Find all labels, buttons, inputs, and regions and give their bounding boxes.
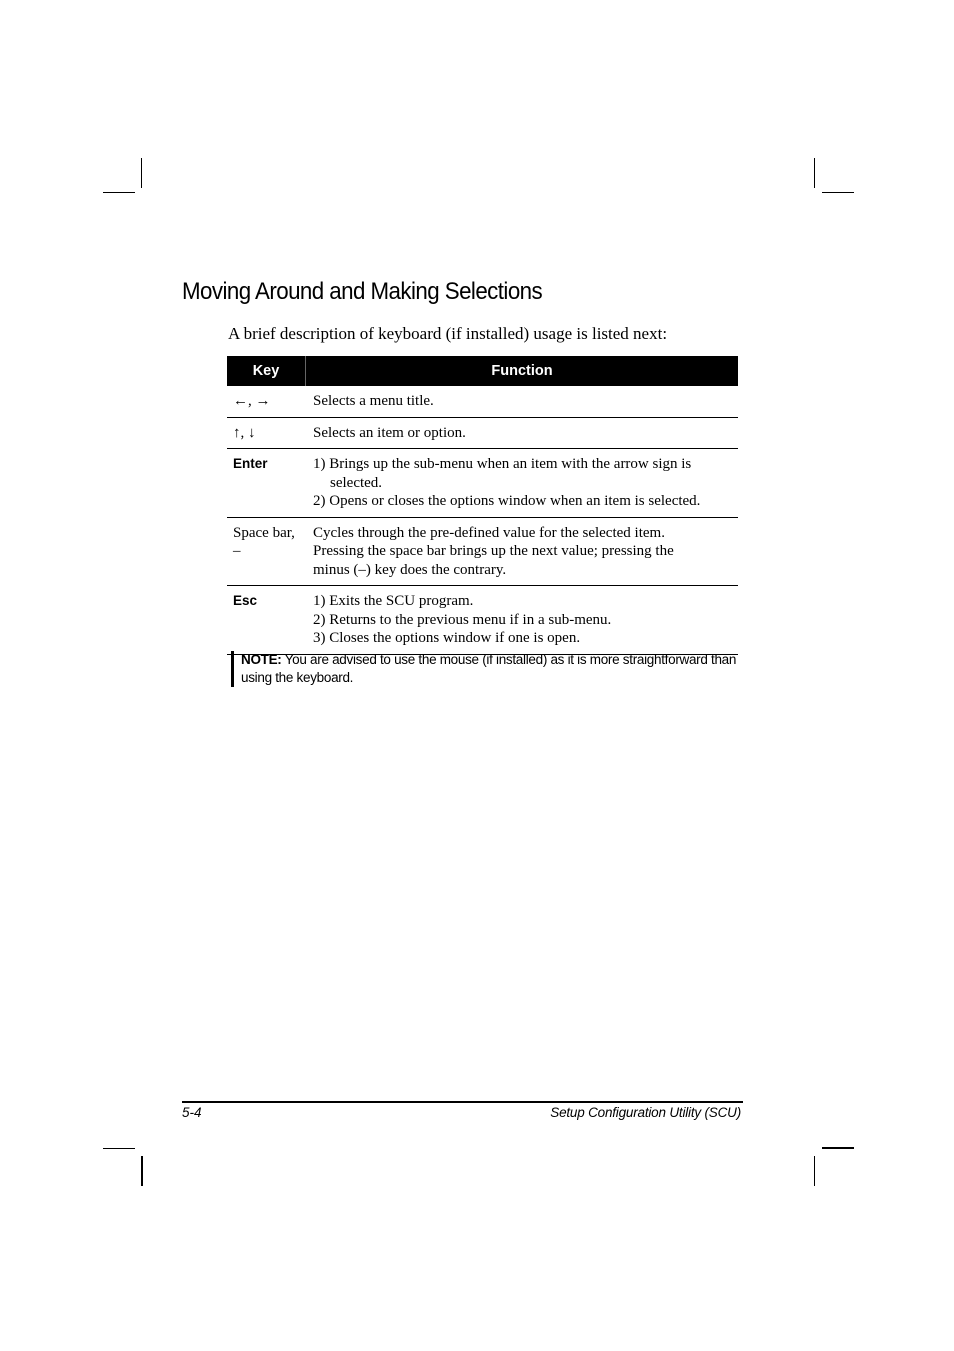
function-cell	[307, 586, 738, 654]
function-cell	[307, 418, 738, 449]
table-row	[227, 449, 738, 518]
key-up-down-arrows: ↑, ↓	[233, 424, 256, 441]
function-line: selected.	[330, 474, 383, 491]
note-label: NOTE:	[241, 652, 282, 667]
keyboard-usage-table	[227, 356, 738, 655]
function-line: Selects an item or option.	[313, 424, 466, 441]
function-line: Selects a menu title.	[313, 393, 434, 409]
page-number: 5-4	[182, 1105, 202, 1120]
function-line: 1) Exits the SCU program.	[313, 593, 474, 609]
key-space-bar-minus	[227, 518, 307, 586]
crop-mark	[141, 158, 142, 188]
crop-mark	[103, 192, 135, 193]
key-enter: Enter	[233, 456, 268, 471]
note-text: You are advised to use the mouse (if installed) as it is more straightforward than using the keyboard.	[241, 652, 737, 685]
table-header	[227, 356, 738, 386]
function-line: Pressing the space bar brings up the next value; pressing the	[313, 543, 674, 559]
footer-section-title: Setup Configuration Utility (SCU)	[550, 1105, 741, 1120]
footer-rule	[182, 1101, 743, 1103]
crop-mark	[822, 1147, 854, 1149]
key-left-right-arrows: ←, →	[233, 393, 271, 409]
table-row	[227, 518, 738, 587]
crop-mark	[822, 192, 854, 193]
crop-mark	[814, 158, 815, 188]
crop-mark	[814, 1156, 815, 1186]
header-function: Function	[491, 363, 553, 379]
function-line: minus (–) key does the contrary.	[313, 561, 507, 578]
header-key: Key	[227, 356, 306, 386]
note-box	[231, 651, 756, 687]
function-cell	[307, 449, 738, 517]
function-line: Cycles through the pre-defined value for the selected item.	[313, 524, 665, 541]
key-line: Space bar,	[233, 524, 295, 541]
intro-paragraph: A brief description of keyboard (if installed) usage is listed next:	[228, 324, 668, 343]
key-line: –	[233, 542, 241, 559]
function-line: 3) Closes the options window if one is open.	[313, 630, 581, 646]
table-row	[227, 386, 738, 418]
key-esc: Esc	[233, 593, 258, 608]
function-line: 1) Brings up the sub-menu when an item with the arrow sign is	[313, 456, 692, 472]
table-row	[227, 586, 738, 655]
page-title: Moving Around and Making Selections	[182, 278, 543, 305]
crop-mark	[103, 1148, 135, 1149]
function-cell	[307, 386, 738, 417]
function-line: 2) Returns to the previous menu if in a sub-menu.	[313, 611, 612, 628]
function-cell	[307, 518, 738, 586]
crop-mark	[141, 1156, 143, 1186]
table-row	[227, 418, 738, 450]
function-line: 2) Opens or closes the options window when an item is selected.	[313, 493, 701, 509]
